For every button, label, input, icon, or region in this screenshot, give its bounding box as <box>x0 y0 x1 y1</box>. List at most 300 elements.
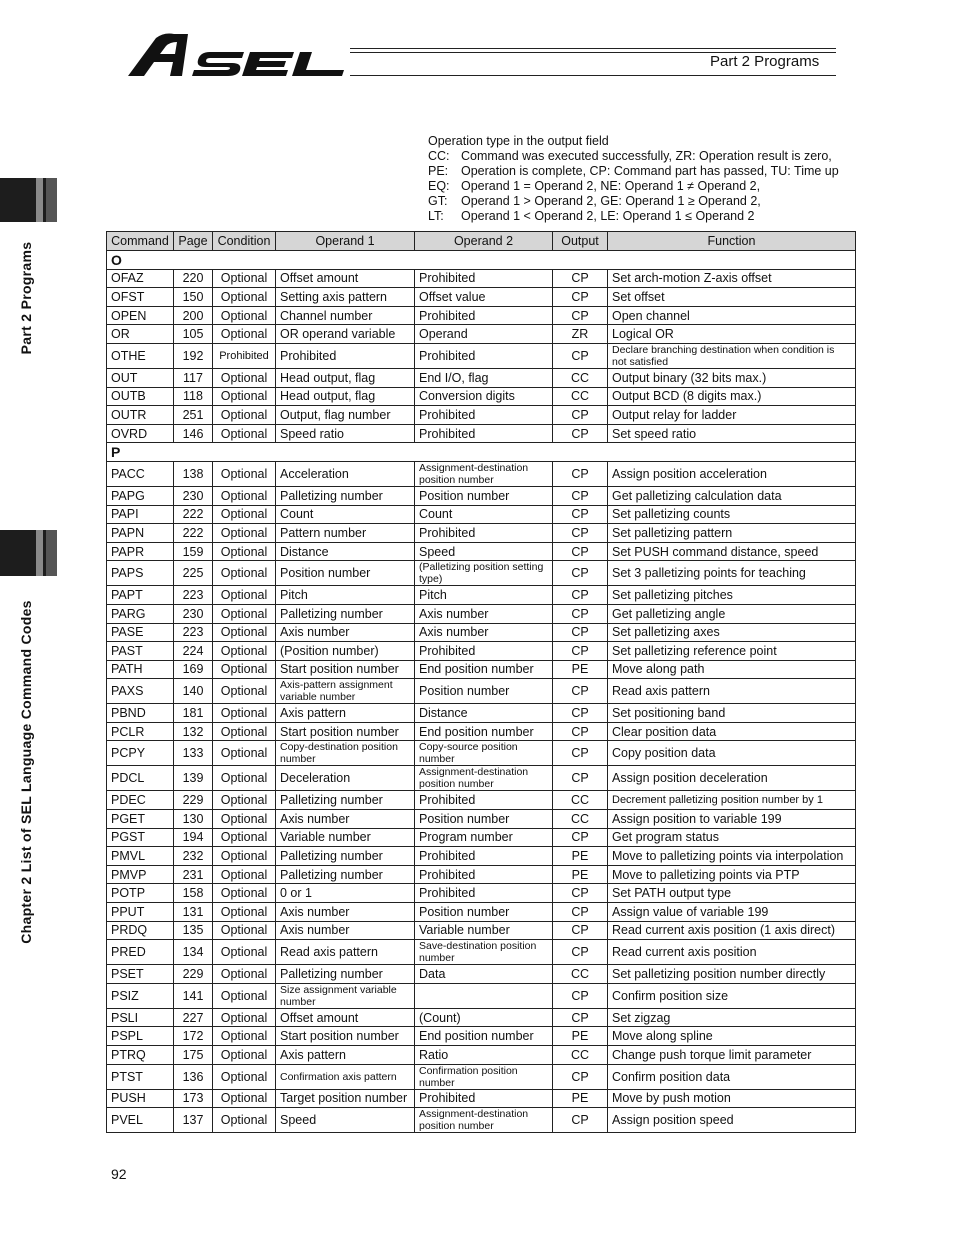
cell-condition: Optional <box>213 741 276 766</box>
table-row <box>107 343 856 368</box>
cell-output: CP <box>553 561 608 586</box>
cell-page: 159 <box>174 542 213 561</box>
table-row <box>107 722 856 741</box>
cell-output: PE <box>553 847 608 866</box>
cell-output: CC <box>553 965 608 984</box>
cell-operand1: Axis number <box>276 810 415 829</box>
table-row <box>107 586 856 605</box>
table-row <box>107 903 856 922</box>
cell-operand1: Pitch <box>276 586 415 605</box>
cell-command: OFAZ <box>107 269 174 288</box>
cell-operand2: Position number <box>415 903 553 922</box>
cell-operand1: Copy-destination position number <box>276 741 415 766</box>
cell-page: 222 <box>174 505 213 524</box>
table-row <box>107 940 856 965</box>
cell-operand1: Palletizing number <box>276 604 415 623</box>
cell-function: Clear position data <box>608 722 856 741</box>
cell-page: 117 <box>174 368 213 387</box>
cell-command: PSPL <box>107 1027 174 1046</box>
cell-output: PE <box>553 865 608 884</box>
cell-page: 141 <box>174 983 213 1008</box>
cell-condition: Optional <box>213 983 276 1008</box>
table-row <box>107 368 856 387</box>
cell-operand2: Prohibited <box>415 1089 553 1108</box>
cell-output: CP <box>553 424 608 443</box>
cell-page: 169 <box>174 660 213 679</box>
cell-output: CP <box>553 679 608 704</box>
cell-output: CC <box>553 810 608 829</box>
cell-command: PRDQ <box>107 921 174 940</box>
cell-page: 251 <box>174 406 213 425</box>
cell-command: PPUT <box>107 903 174 922</box>
legend-key: EQ: <box>428 179 450 193</box>
cell-page: 172 <box>174 1027 213 1046</box>
cell-output: CP <box>553 586 608 605</box>
cell-page: 140 <box>174 679 213 704</box>
cell-operand1: Read axis pattern <box>276 940 415 965</box>
command-table <box>106 231 856 1133</box>
cell-command: OUT <box>107 368 174 387</box>
table-row <box>107 679 856 704</box>
cell-page: 231 <box>174 865 213 884</box>
cell-condition: Optional <box>213 921 276 940</box>
cell-page: 227 <box>174 1008 213 1027</box>
cell-command: PARG <box>107 604 174 623</box>
cell-command: PGST <box>107 828 174 847</box>
cell-condition: Optional <box>213 1089 276 1108</box>
table-row <box>107 306 856 325</box>
cell-function: Move by push motion <box>608 1089 856 1108</box>
cell-operand2: Position number <box>415 486 553 505</box>
cell-page: 130 <box>174 810 213 829</box>
cell-operand1: Setting axis pattern <box>276 288 415 307</box>
cell-command: PAPT <box>107 586 174 605</box>
cell-operand1: (Position number) <box>276 642 415 661</box>
cell-condition: Optional <box>213 1064 276 1089</box>
table-row <box>107 1008 856 1027</box>
cell-page: 200 <box>174 306 213 325</box>
cell-output: PE <box>553 1027 608 1046</box>
cell-operand1: Palletizing number <box>276 486 415 505</box>
cell-page: 230 <box>174 604 213 623</box>
legend-title: Operation type in the output field <box>428 134 609 148</box>
table-row <box>107 791 856 810</box>
cell-function: Get palletizing calculation data <box>608 486 856 505</box>
cell-operand2: Program number <box>415 828 553 847</box>
table-row <box>107 704 856 723</box>
cell-command: PAPN <box>107 524 174 543</box>
cell-command: PATH <box>107 660 174 679</box>
cell-function: Set PATH output type <box>608 884 856 903</box>
cell-operand2: End position number <box>415 722 553 741</box>
side-tab-marker <box>0 178 57 222</box>
cell-output: CC <box>553 1046 608 1065</box>
cell-operand1: Palletizing number <box>276 791 415 810</box>
col-header: Command <box>107 232 174 251</box>
cell-function: Change push torque limit parameter <box>608 1046 856 1065</box>
cell-function: Set positioning band <box>608 704 856 723</box>
cell-condition: Optional <box>213 722 276 741</box>
cell-command: OUTB <box>107 387 174 406</box>
asel-logo <box>126 32 352 80</box>
legend-value: Operand 1 > Operand 2, GE: Operand 1 ≥ Operand 2, <box>461 194 761 208</box>
cell-command: PGET <box>107 810 174 829</box>
cell-operand1: Palletizing number <box>276 865 415 884</box>
table-row <box>107 325 856 344</box>
cell-operand2: Prohibited <box>415 269 553 288</box>
cell-output: CP <box>553 828 608 847</box>
cell-function: Set palletizing axes <box>608 623 856 642</box>
cell-function: Declare branching destination when condition is not satisfied <box>608 343 856 368</box>
cell-operand1: Axis pattern <box>276 704 415 723</box>
cell-operand1: Offset amount <box>276 1008 415 1027</box>
cell-operand1: Start position number <box>276 1027 415 1046</box>
table-row <box>107 486 856 505</box>
table-row <box>107 269 856 288</box>
cell-page: 229 <box>174 791 213 810</box>
cell-operand1: Head output, flag <box>276 368 415 387</box>
cell-output: CP <box>553 940 608 965</box>
cell-operand2: Prohibited <box>415 406 553 425</box>
legend-key: GT: <box>428 194 448 208</box>
cell-page: 225 <box>174 561 213 586</box>
cell-operand1: Acceleration <box>276 461 415 486</box>
cell-command: PAPG <box>107 486 174 505</box>
cell-condition: Optional <box>213 903 276 922</box>
cell-page: 232 <box>174 847 213 866</box>
cell-output: CP <box>553 288 608 307</box>
cell-operand2: End position number <box>415 660 553 679</box>
legend-value: Operand 1 = Operand 2, NE: Operand 1 ≠ Operand 2, <box>461 179 761 193</box>
cell-condition: Optional <box>213 679 276 704</box>
cell-output: CP <box>553 604 608 623</box>
table-row <box>107 1108 856 1133</box>
cell-condition: Optional <box>213 604 276 623</box>
cell-function: Decrement palletizing position number by 1 <box>608 791 856 810</box>
cell-page: 223 <box>174 586 213 605</box>
legend-row <box>428 209 839 224</box>
cell-operand1: Axis-pattern assignment variable number <box>276 679 415 704</box>
cell-operand1: Confirmation axis pattern <box>276 1064 415 1089</box>
cell-condition: Optional <box>213 791 276 810</box>
cell-operand2: End I/O, flag <box>415 368 553 387</box>
cell-command: PCLR <box>107 722 174 741</box>
cell-operand1: Prohibited <box>276 343 415 368</box>
cell-output: CP <box>553 1008 608 1027</box>
cell-output: CP <box>553 486 608 505</box>
cell-function: Read current axis position <box>608 940 856 965</box>
cell-condition: Optional <box>213 368 276 387</box>
cell-operand2: Data <box>415 965 553 984</box>
col-header: Condition <box>213 232 276 251</box>
cell-page: 136 <box>174 1064 213 1089</box>
cell-operand2: Count <box>415 505 553 524</box>
cell-function: Set zigzag <box>608 1008 856 1027</box>
col-header: Page <box>174 232 213 251</box>
cell-command: PBND <box>107 704 174 723</box>
cell-command: PAST <box>107 642 174 661</box>
cell-function: Move along spline <box>608 1027 856 1046</box>
cell-operand1: Head output, flag <box>276 387 415 406</box>
legend-row <box>428 194 839 209</box>
cell-operand2: Variable number <box>415 921 553 940</box>
cell-operand1: Deceleration <box>276 766 415 791</box>
section-letter: O <box>107 251 856 270</box>
cell-command: PACC <box>107 461 174 486</box>
cell-output: CP <box>553 406 608 425</box>
cell-command: PAXS <box>107 679 174 704</box>
part-title: Part 2 Programs <box>710 53 820 70</box>
cell-operand2: Ratio <box>415 1046 553 1065</box>
cell-output: CP <box>553 884 608 903</box>
table-row <box>107 461 856 486</box>
section-letter: P <box>107 443 856 462</box>
cell-condition: Optional <box>213 1008 276 1027</box>
cell-function: Move to palletizing points via PTP <box>608 865 856 884</box>
cell-function: Set palletizing position number directly <box>608 965 856 984</box>
cell-operand2: End position number <box>415 1027 553 1046</box>
cell-command: PMVP <box>107 865 174 884</box>
cell-operand1: Distance <box>276 542 415 561</box>
cell-function: Output BCD (8 digits max.) <box>608 387 856 406</box>
table-row <box>107 1064 856 1089</box>
cell-command: OR <box>107 325 174 344</box>
cell-operand1: Axis number <box>276 903 415 922</box>
cell-operand2: Position number <box>415 810 553 829</box>
cell-function: Assign position to variable 199 <box>608 810 856 829</box>
col-header: Output <box>553 232 608 251</box>
table-row <box>107 524 856 543</box>
cell-output: CP <box>553 921 608 940</box>
table-row <box>107 810 856 829</box>
legend-value: Operand 1 < Operand 2, LE: Operand 1 ≤ Operand 2 <box>461 209 755 223</box>
cell-condition: Optional <box>213 766 276 791</box>
cell-condition: Optional <box>213 586 276 605</box>
cell-function: Set arch-motion Z-axis offset <box>608 269 856 288</box>
cell-page: 229 <box>174 965 213 984</box>
cell-operand2: Offset value <box>415 288 553 307</box>
cell-output: CC <box>553 791 608 810</box>
cell-operand1: Target position number <box>276 1089 415 1108</box>
cell-command: PSIZ <box>107 983 174 1008</box>
cell-output: CP <box>553 642 608 661</box>
legend-row <box>428 164 839 179</box>
cell-output: PE <box>553 1089 608 1108</box>
cell-command: OUTR <box>107 406 174 425</box>
cell-condition: Optional <box>213 461 276 486</box>
cell-function: Copy position data <box>608 741 856 766</box>
legend-row <box>428 179 839 194</box>
cell-page: 173 <box>174 1089 213 1108</box>
cell-operand1: Axis number <box>276 623 415 642</box>
cell-command: PVEL <box>107 1108 174 1133</box>
cell-output: PE <box>553 660 608 679</box>
cell-command: PTRQ <box>107 1046 174 1065</box>
cell-output: CP <box>553 542 608 561</box>
legend-row <box>428 149 839 164</box>
cell-page: 150 <box>174 288 213 307</box>
cell-operand1: Start position number <box>276 660 415 679</box>
cell-operand1: Axis pattern <box>276 1046 415 1065</box>
cell-condition: Optional <box>213 865 276 884</box>
table-row <box>107 288 856 307</box>
cell-output: CP <box>553 505 608 524</box>
side-tab-marker <box>0 530 57 576</box>
table-row <box>107 965 856 984</box>
cell-page: 181 <box>174 704 213 723</box>
cell-condition: Optional <box>213 1108 276 1133</box>
cell-page: 222 <box>174 524 213 543</box>
cell-operand1: Palletizing number <box>276 965 415 984</box>
cell-condition: Optional <box>213 325 276 344</box>
cell-function: Get palletizing angle <box>608 604 856 623</box>
cell-output: CP <box>553 1064 608 1089</box>
cell-operand2: Position number <box>415 679 553 704</box>
cell-operand2: Prohibited <box>415 424 553 443</box>
cell-condition: Optional <box>213 406 276 425</box>
table-header-row <box>107 232 856 251</box>
cell-function: Move to palletizing points via interpolation <box>608 847 856 866</box>
cell-condition: Optional <box>213 1027 276 1046</box>
table-row <box>107 387 856 406</box>
table-row <box>107 660 856 679</box>
cell-operand2: Distance <box>415 704 553 723</box>
cell-operand2: Pitch <box>415 586 553 605</box>
table-row <box>107 1089 856 1108</box>
table-row <box>107 406 856 425</box>
cell-operand2: Prohibited <box>415 847 553 866</box>
cell-condition: Prohibited <box>213 343 276 368</box>
cell-function: Set 3 palletizing points for teaching <box>608 561 856 586</box>
cell-condition: Optional <box>213 660 276 679</box>
table-row <box>107 424 856 443</box>
cell-output: CP <box>553 306 608 325</box>
cell-operand2: Conversion digits <box>415 387 553 406</box>
cell-function: Get program status <box>608 828 856 847</box>
cell-page: 224 <box>174 642 213 661</box>
cell-condition: Optional <box>213 828 276 847</box>
cell-output: CP <box>553 903 608 922</box>
cell-command: PRED <box>107 940 174 965</box>
cell-operand2: Assignment-destination position number <box>415 1108 553 1133</box>
cell-operand2: Confirmation position number <box>415 1064 553 1089</box>
section-row <box>107 251 856 270</box>
cell-page: 158 <box>174 884 213 903</box>
cell-output: CP <box>553 704 608 723</box>
cell-operand2: Assignment-destination position number <box>415 766 553 791</box>
legend-value: Command was executed successfully, ZR: Operation result is zero, <box>461 149 832 163</box>
cell-page: 135 <box>174 921 213 940</box>
cell-command: PSLI <box>107 1008 174 1027</box>
cell-page: 134 <box>174 940 213 965</box>
table-row <box>107 921 856 940</box>
cell-operand1: OR operand variable <box>276 325 415 344</box>
cell-page: 220 <box>174 269 213 288</box>
cell-operand2: Prohibited <box>415 642 553 661</box>
cell-operand1: Variable number <box>276 828 415 847</box>
section-row <box>107 443 856 462</box>
cell-operand2: (Count) <box>415 1008 553 1027</box>
table-row <box>107 1027 856 1046</box>
cell-operand1: Start position number <box>276 722 415 741</box>
cell-condition: Optional <box>213 884 276 903</box>
cell-operand2 <box>415 983 553 1008</box>
cell-operand2: Axis number <box>415 623 553 642</box>
cell-condition: Optional <box>213 387 276 406</box>
cell-operand1: Output, flag number <box>276 406 415 425</box>
cell-function: Set offset <box>608 288 856 307</box>
cell-operand1: Speed <box>276 1108 415 1133</box>
cell-operand2: Prohibited <box>415 865 553 884</box>
cell-condition: Optional <box>213 642 276 661</box>
table-row <box>107 604 856 623</box>
cell-function: Set palletizing pitches <box>608 586 856 605</box>
cell-command: PDEC <box>107 791 174 810</box>
cell-operand2: Speed <box>415 542 553 561</box>
cell-page: 230 <box>174 486 213 505</box>
cell-operand2: Prohibited <box>415 884 553 903</box>
cell-condition: Optional <box>213 704 276 723</box>
table-row <box>107 1046 856 1065</box>
cell-operand1: 0 or 1 <box>276 884 415 903</box>
cell-condition: Optional <box>213 288 276 307</box>
table-row <box>107 623 856 642</box>
cell-output: CP <box>553 741 608 766</box>
cell-operand2: Prohibited <box>415 306 553 325</box>
legend-key: PE: <box>428 164 449 178</box>
legend-value: Operation is complete, CP: Command part has passed, TU: Time up <box>461 164 839 178</box>
cell-output: CP <box>553 1108 608 1133</box>
cell-command: PAPR <box>107 542 174 561</box>
cell-function: Confirm position data <box>608 1064 856 1089</box>
cell-operand1: Channel number <box>276 306 415 325</box>
cell-operand2: Prohibited <box>415 791 553 810</box>
page-number: 92 <box>111 1166 127 1182</box>
cell-operand1: Pattern number <box>276 524 415 543</box>
cell-function: Output relay for ladder <box>608 406 856 425</box>
cell-output: CC <box>553 387 608 406</box>
cell-function: Read current axis position (1 axis direct) <box>608 921 856 940</box>
cell-operand2: Copy-source position number <box>415 741 553 766</box>
cell-command: POTP <box>107 884 174 903</box>
cell-condition: Optional <box>213 810 276 829</box>
cell-condition: Optional <box>213 524 276 543</box>
cell-function: Assign position acceleration <box>608 461 856 486</box>
cell-page: 118 <box>174 387 213 406</box>
cell-operand2: (Palletizing position setting type) <box>415 561 553 586</box>
cell-condition: Optional <box>213 486 276 505</box>
cell-page: 132 <box>174 722 213 741</box>
cell-operand2: Assignment-destination position number <box>415 461 553 486</box>
cell-operand2: Operand <box>415 325 553 344</box>
cell-page: 133 <box>174 741 213 766</box>
table-row <box>107 983 856 1008</box>
cell-output: ZR <box>553 325 608 344</box>
cell-function: Set PUSH command distance, speed <box>608 542 856 561</box>
cell-function: Output binary (32 bits max.) <box>608 368 856 387</box>
cell-command: PTST <box>107 1064 174 1089</box>
cell-operand1: Position number <box>276 561 415 586</box>
cell-output: CP <box>553 461 608 486</box>
cell-page: 194 <box>174 828 213 847</box>
table-row <box>107 847 856 866</box>
col-header: Operand 2 <box>415 232 553 251</box>
cell-command: PAPS <box>107 561 174 586</box>
cell-function: Confirm position size <box>608 983 856 1008</box>
table-row <box>107 865 856 884</box>
cell-condition: Optional <box>213 306 276 325</box>
cell-condition: Optional <box>213 505 276 524</box>
